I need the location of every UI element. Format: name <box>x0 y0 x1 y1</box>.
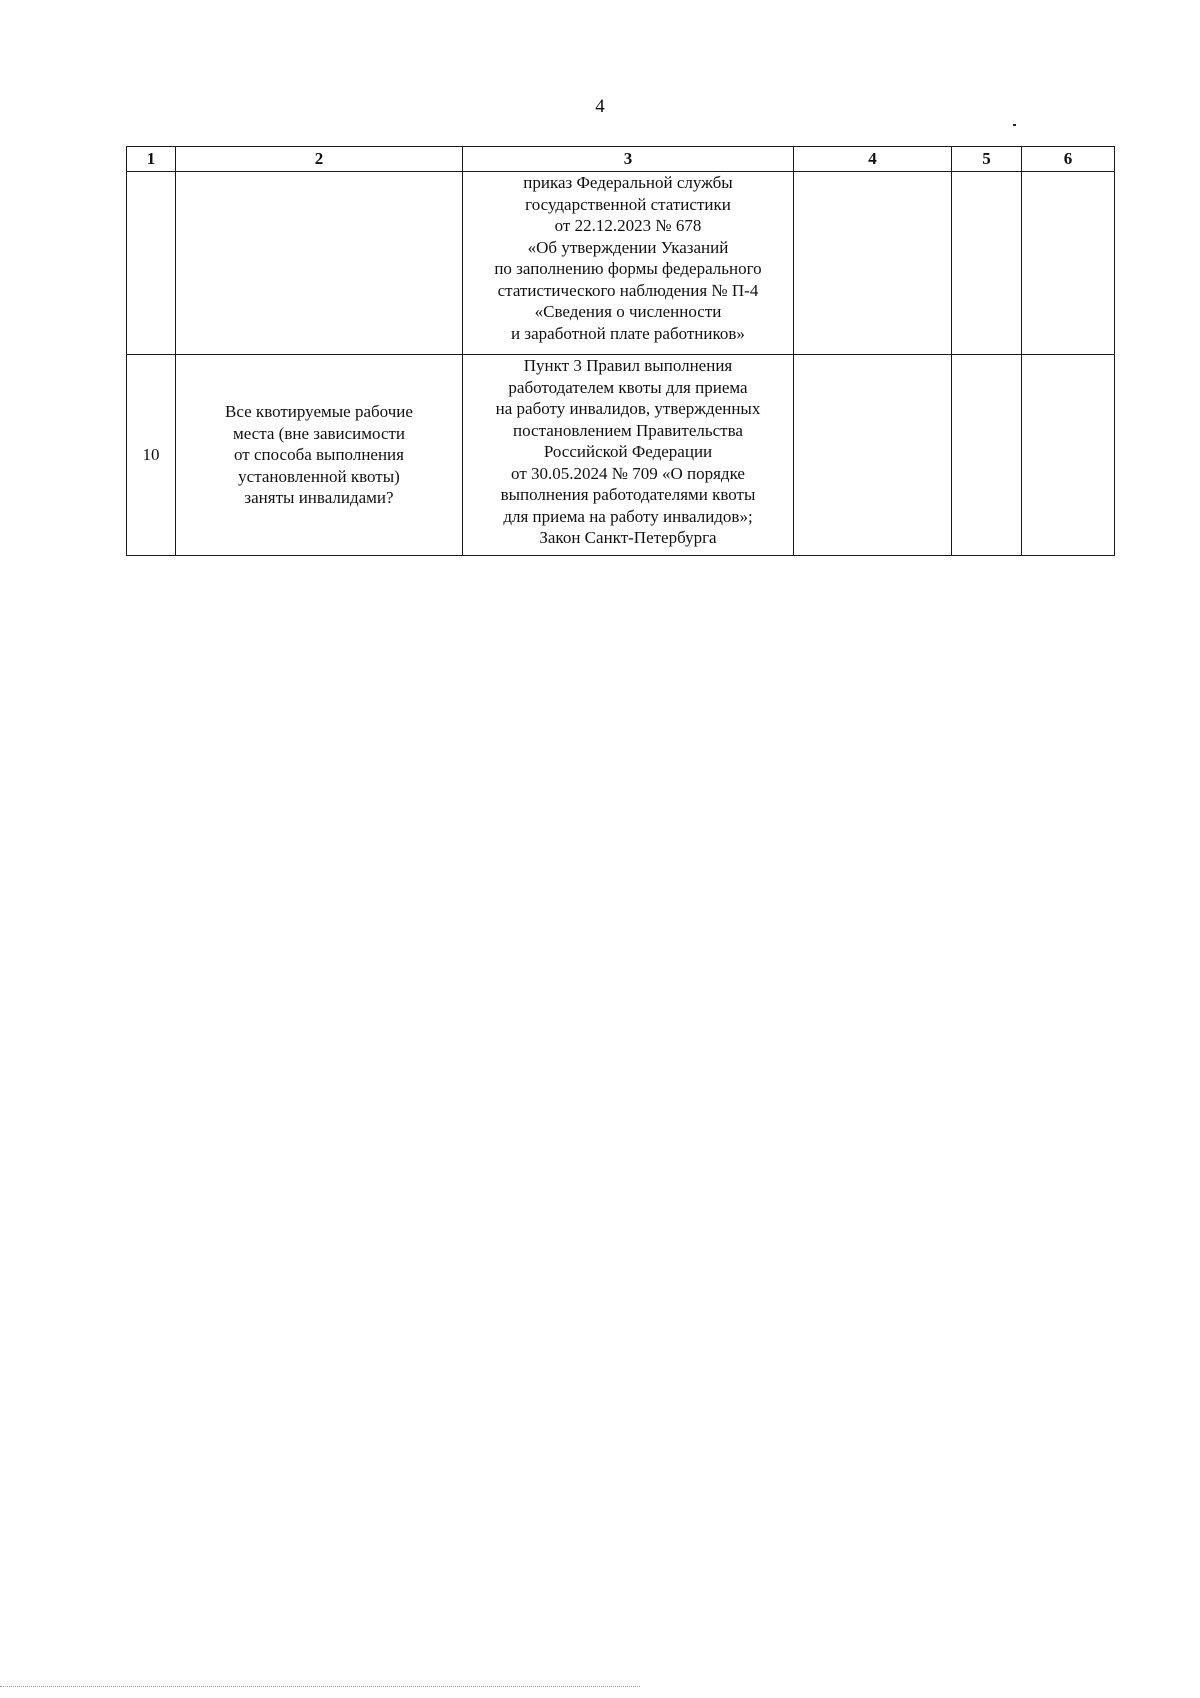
not-applicable-cell <box>1022 172 1115 355</box>
question-line: заняты инвалидами? <box>244 488 394 508</box>
header-col-6: 6 <box>1022 147 1115 172</box>
basis-line: приказ Федеральной службы <box>523 173 733 192</box>
basis-line: от 30.05.2024 № 709 «О порядке <box>511 463 745 483</box>
basis-line: Российской Федерации <box>543 442 713 461</box>
header-col-5: 5 <box>952 147 1022 172</box>
question-cell <box>176 355 463 556</box>
page-number: 4 <box>595 96 605 117</box>
basis-line: работодателем квоты для приема <box>508 377 748 397</box>
scan-edge-line <box>0 1686 640 1687</box>
question-line: от способа выполнения <box>234 445 404 465</box>
basis-line: статистического наблюдения № П-4 <box>497 280 759 300</box>
question-line: Все квотируемые рабочие <box>225 402 413 422</box>
basis-line: «Сведения о численности <box>534 302 722 321</box>
basis-line: для приема на работу инвалидов»; <box>503 506 753 526</box>
basis-line: Пункт 3 Правил выполнения <box>523 356 733 375</box>
checklist-table <box>126 146 1115 556</box>
not-applicable-cell <box>1022 355 1115 556</box>
question-line: установленной квоты) <box>238 466 400 486</box>
legal-basis-cell <box>463 172 794 355</box>
table-row <box>127 355 1115 556</box>
table-header-row <box>127 147 1115 172</box>
row-number-cell <box>127 172 176 355</box>
basis-line: постановлением Правительства <box>513 420 743 440</box>
table-row <box>127 172 1115 355</box>
answer-yes-cell <box>794 172 952 355</box>
header-col-1: 1 <box>127 147 176 172</box>
answer-yes-cell <box>794 355 952 556</box>
basis-line: на работу инвалидов, утвержденных <box>495 399 761 418</box>
basis-line: государственной статистики <box>525 194 731 214</box>
basis-line: и заработной плате работников» <box>511 323 745 343</box>
basis-line: по заполнению формы федерального <box>494 259 762 278</box>
basis-line: «Об утверждении Указаний <box>527 237 729 257</box>
row-number-cell: 10 <box>127 355 176 556</box>
basis-line: выполнения работодателями квоты <box>500 485 756 504</box>
question-line: места (вне зависимости <box>232 423 406 443</box>
answer-no-cell <box>952 172 1022 355</box>
scan-artifact-mark <box>1013 124 1016 126</box>
basis-line: Закон Санкт-Петербурга <box>539 528 717 547</box>
answer-no-cell <box>952 355 1022 556</box>
header-col-4: 4 <box>794 147 952 172</box>
header-col-3: 3 <box>463 147 794 172</box>
header-col-2: 2 <box>176 147 463 172</box>
question-cell <box>176 172 463 355</box>
legal-basis-cell <box>463 355 794 556</box>
basis-line: от 22.12.2023 № 678 <box>554 216 702 235</box>
